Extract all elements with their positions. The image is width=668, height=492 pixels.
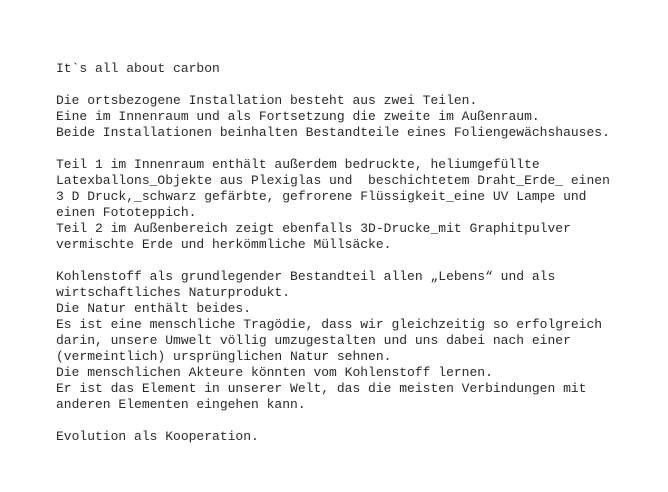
text-line: Die ortsbezogene Installation besteht aus zwei Teilen. <box>56 93 478 108</box>
text-line: Teil 1 im Innenraum enthält außerdem bedruckte, heliumgefüllte <box>56 157 540 172</box>
parts-paragraph <box>56 157 660 253</box>
carbon-paragraph <box>56 269 660 413</box>
paragraph-gap <box>56 413 660 429</box>
paragraph-gap <box>56 141 660 157</box>
paragraph-gap <box>56 253 660 269</box>
text-line: wirtschaftliches Naturprodukt. <box>56 285 291 300</box>
text-line: Latexballons_Objekte aus Plexiglas und beschichtetem Draht_Erde_ einen <box>56 173 610 188</box>
text-line: Kohlenstoff als grundlegender Bestandteil allen „Lebens“ und als <box>56 269 556 284</box>
text-line: anderen Elementen eingehen kann. <box>56 397 306 412</box>
text-line: Die menschlichen Akteure könnten vom Kohlenstoff lernen. <box>56 365 493 380</box>
paragraph-gap <box>56 77 660 93</box>
text-line: Teil 2 im Außenbereich zeigt ebenfalls 3D-Drucke_mit Graphitpulver <box>56 221 571 236</box>
text-line: Eine im Innenraum und als Fortsetzung die zweite im Außenraum. <box>56 109 540 124</box>
document-title: It`s all about carbon <box>56 61 220 76</box>
text-line: einen Fototeppich. <box>56 205 197 220</box>
text-line: (vermeintlich) ursprünglichen Natur sehnen. <box>56 349 392 364</box>
text-line: darin, unsere Umwelt völlig umzugestalten und uns dabei nach einer <box>56 333 571 348</box>
text-line: Beide Installationen beinhalten Bestandteile eines Foliengewächshauses. <box>56 125 610 140</box>
text-line: 3 D Druck,_schwarz gefärbte, gefrorene Flüssigkeit_eine UV Lampe und <box>56 189 587 204</box>
intro-paragraph <box>56 93 660 141</box>
text-line: vermischte Erde und herkömmliche Müllsäcke. <box>56 237 392 252</box>
text-line: Die Natur enthält beides. <box>56 301 252 316</box>
text-line: Er ist das Element in unserer Welt, das die meisten Verbindungen mit <box>56 381 587 396</box>
closing-line: Evolution als Kooperation. <box>56 429 259 444</box>
document-body <box>56 61 660 445</box>
text-line: Es ist eine menschliche Tragödie, dass wir gleichzeitig so erfolgreich <box>56 317 603 332</box>
